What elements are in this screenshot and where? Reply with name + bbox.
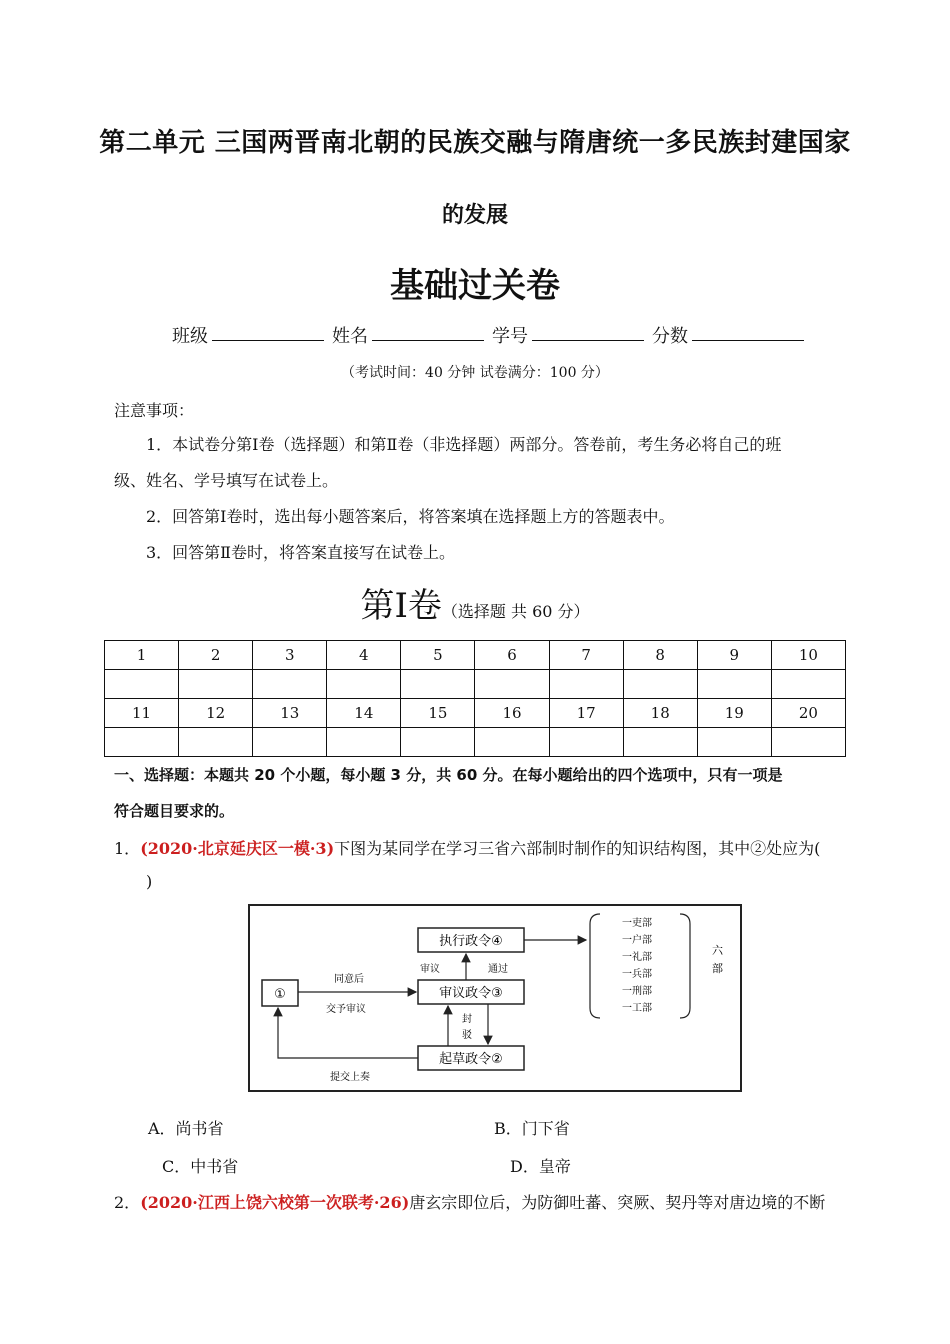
draft-box-label: 起草政令② xyxy=(439,1052,503,1067)
ministry-label: 一工部 xyxy=(622,1003,652,1014)
ministry-label: 一礼部 xyxy=(622,952,652,963)
answer-number-cell: 10 xyxy=(771,641,845,670)
id-label: 学号 xyxy=(492,326,528,347)
answer-cell[interactable] xyxy=(623,728,697,757)
label-feng: 封 xyxy=(462,1014,472,1025)
answer-number-cell: 11 xyxy=(105,699,179,728)
answer-number-cell: 13 xyxy=(253,699,327,728)
label-bo: 驳 xyxy=(462,1030,472,1041)
one-box-label: ① xyxy=(274,987,286,1002)
class-blank[interactable] xyxy=(212,322,324,341)
question-text: 下图为某同学在学习三省六部制时制作的知识结构图，其中②处应为( xyxy=(334,839,821,858)
structure-diagram xyxy=(248,904,742,1092)
answer-cell[interactable] xyxy=(697,670,771,699)
section-heading: 一、选择题：本题共 20 个小题，每小题 3 分，共 60 分。在每小题给出的四个选项中，只有一项是 xyxy=(114,766,783,784)
label-review: 审议 xyxy=(420,964,440,975)
answer-number-cell: 7 xyxy=(549,641,623,670)
question-source: (2020·北京延庆区一模·3) xyxy=(140,839,335,858)
answer-number-cell: 9 xyxy=(697,641,771,670)
question-2 xyxy=(114,1190,825,1213)
answer-number-row xyxy=(105,699,846,728)
answer-number-cell: 12 xyxy=(179,699,253,728)
answer-number-cell: 2 xyxy=(179,641,253,670)
option-c[interactable]: C．中书省 xyxy=(162,1157,239,1176)
option-d[interactable]: D．皇帝 xyxy=(510,1157,571,1176)
note-item-2: 2．回答第Ⅰ卷时，选出每小题答案后，将答案填在选择题上方的答题表中。 xyxy=(146,507,675,526)
answer-cell[interactable] xyxy=(549,670,623,699)
note-item-3: 3．回答第Ⅱ卷时，将答案直接写在试卷上。 xyxy=(146,543,456,562)
bracket-left xyxy=(590,914,600,1018)
answer-number-cell: 5 xyxy=(401,641,475,670)
answer-cell[interactable] xyxy=(253,728,327,757)
answer-cell[interactable] xyxy=(179,728,253,757)
note-item-1-cont: 级、姓名、学号填写在试卷上。 xyxy=(114,471,339,490)
exam-time: （考试时间：40 分钟 试卷满分：100 分） xyxy=(341,365,609,381)
answer-cell[interactable] xyxy=(475,728,549,757)
option-b[interactable]: B．门下省 xyxy=(494,1119,570,1138)
answer-cell[interactable] xyxy=(327,728,401,757)
answer-cell[interactable] xyxy=(771,670,845,699)
answer-cell[interactable] xyxy=(623,670,697,699)
question-number: 1． xyxy=(114,839,141,858)
ministry-label: 一吏部 xyxy=(622,918,652,929)
volume-heading xyxy=(0,578,950,627)
label-agree: 同意后 xyxy=(334,974,364,985)
volume-title: 第Ⅰ卷 xyxy=(360,586,442,626)
answer-cell[interactable] xyxy=(105,670,179,699)
id-blank[interactable] xyxy=(532,322,644,341)
answer-number-cell: 19 xyxy=(697,699,771,728)
answer-cell[interactable] xyxy=(327,670,401,699)
answer-cell[interactable] xyxy=(475,670,549,699)
six-label: 六 xyxy=(712,944,723,957)
bracket-right xyxy=(680,914,690,1018)
answer-number-cell: 4 xyxy=(327,641,401,670)
ministry-label: 一刑部 xyxy=(622,986,652,997)
answer-number-cell: 20 xyxy=(771,699,845,728)
volume-subtitle: （选择题 共 60 分） xyxy=(441,602,590,621)
answer-blank-row xyxy=(105,670,846,699)
answer-number-cell: 17 xyxy=(549,699,623,728)
answer-cell[interactable] xyxy=(105,728,179,757)
label-send-review: 交予审议 xyxy=(326,1004,366,1015)
answer-cell[interactable] xyxy=(549,728,623,757)
six-label: 部 xyxy=(712,962,723,975)
class-label: 班级 xyxy=(172,326,208,347)
answer-number-cell: 16 xyxy=(475,699,549,728)
answer-number-row xyxy=(105,641,846,670)
answer-table xyxy=(104,640,846,757)
student-info-row xyxy=(172,322,808,348)
question-1-cont: ) xyxy=(146,872,153,891)
name-blank[interactable] xyxy=(372,322,484,341)
answer-number-cell: 1 xyxy=(105,641,179,670)
diagram-svg xyxy=(250,906,740,1090)
score-label: 分数 xyxy=(652,326,688,347)
question-1 xyxy=(114,836,820,859)
label-submit: 提交上奏 xyxy=(330,1072,370,1083)
option-a[interactable]: A．尚书省 xyxy=(148,1119,224,1138)
note-item-1: 1．本试卷分第Ⅰ卷（选择题）和第Ⅱ卷（非选择题）两部分。答卷前，考生务必将自己的班 xyxy=(146,435,782,454)
arrow-submit xyxy=(278,1008,418,1058)
answer-blank-row xyxy=(105,728,846,757)
answer-cell[interactable] xyxy=(697,728,771,757)
answer-number-cell: 6 xyxy=(475,641,549,670)
answer-cell[interactable] xyxy=(253,670,327,699)
score-blank[interactable] xyxy=(692,322,804,341)
answer-cell[interactable] xyxy=(401,670,475,699)
notes-heading: 注意事项： xyxy=(114,401,195,420)
page-title-continued: 的发展 xyxy=(441,203,508,228)
question-text: 唐玄宗即位后，为防御吐蕃、突厥、契丹等对唐边境的不断 xyxy=(409,1193,826,1212)
ministry-label: 一兵部 xyxy=(622,969,652,980)
name-label: 姓名 xyxy=(332,326,368,347)
answer-cell[interactable] xyxy=(179,670,253,699)
question-number: 2． xyxy=(114,1193,141,1212)
review-box-label: 审议政令③ xyxy=(439,986,503,1001)
answer-number-cell: 3 xyxy=(253,641,327,670)
question-source: (2020·江西上饶六校第一次联考·26) xyxy=(140,1193,410,1212)
answer-number-cell: 18 xyxy=(623,699,697,728)
answer-cell[interactable] xyxy=(401,728,475,757)
answer-number-cell: 8 xyxy=(623,641,697,670)
page-title: 第二单元 三国两晋南北朝的民族交融与隋唐统一多民族封建国家 xyxy=(99,128,851,158)
label-pass: 通过 xyxy=(488,964,508,975)
ministry-label: 一户部 xyxy=(622,935,652,946)
answer-number-cell: 15 xyxy=(401,699,475,728)
answer-cell[interactable] xyxy=(771,728,845,757)
answer-number-cell: 14 xyxy=(327,699,401,728)
exec-box-label: 执行政令④ xyxy=(439,934,503,949)
section-heading-cont: 符合题目要求的。 xyxy=(114,802,235,820)
paper-subtitle: 基础过关卷 xyxy=(390,266,560,306)
